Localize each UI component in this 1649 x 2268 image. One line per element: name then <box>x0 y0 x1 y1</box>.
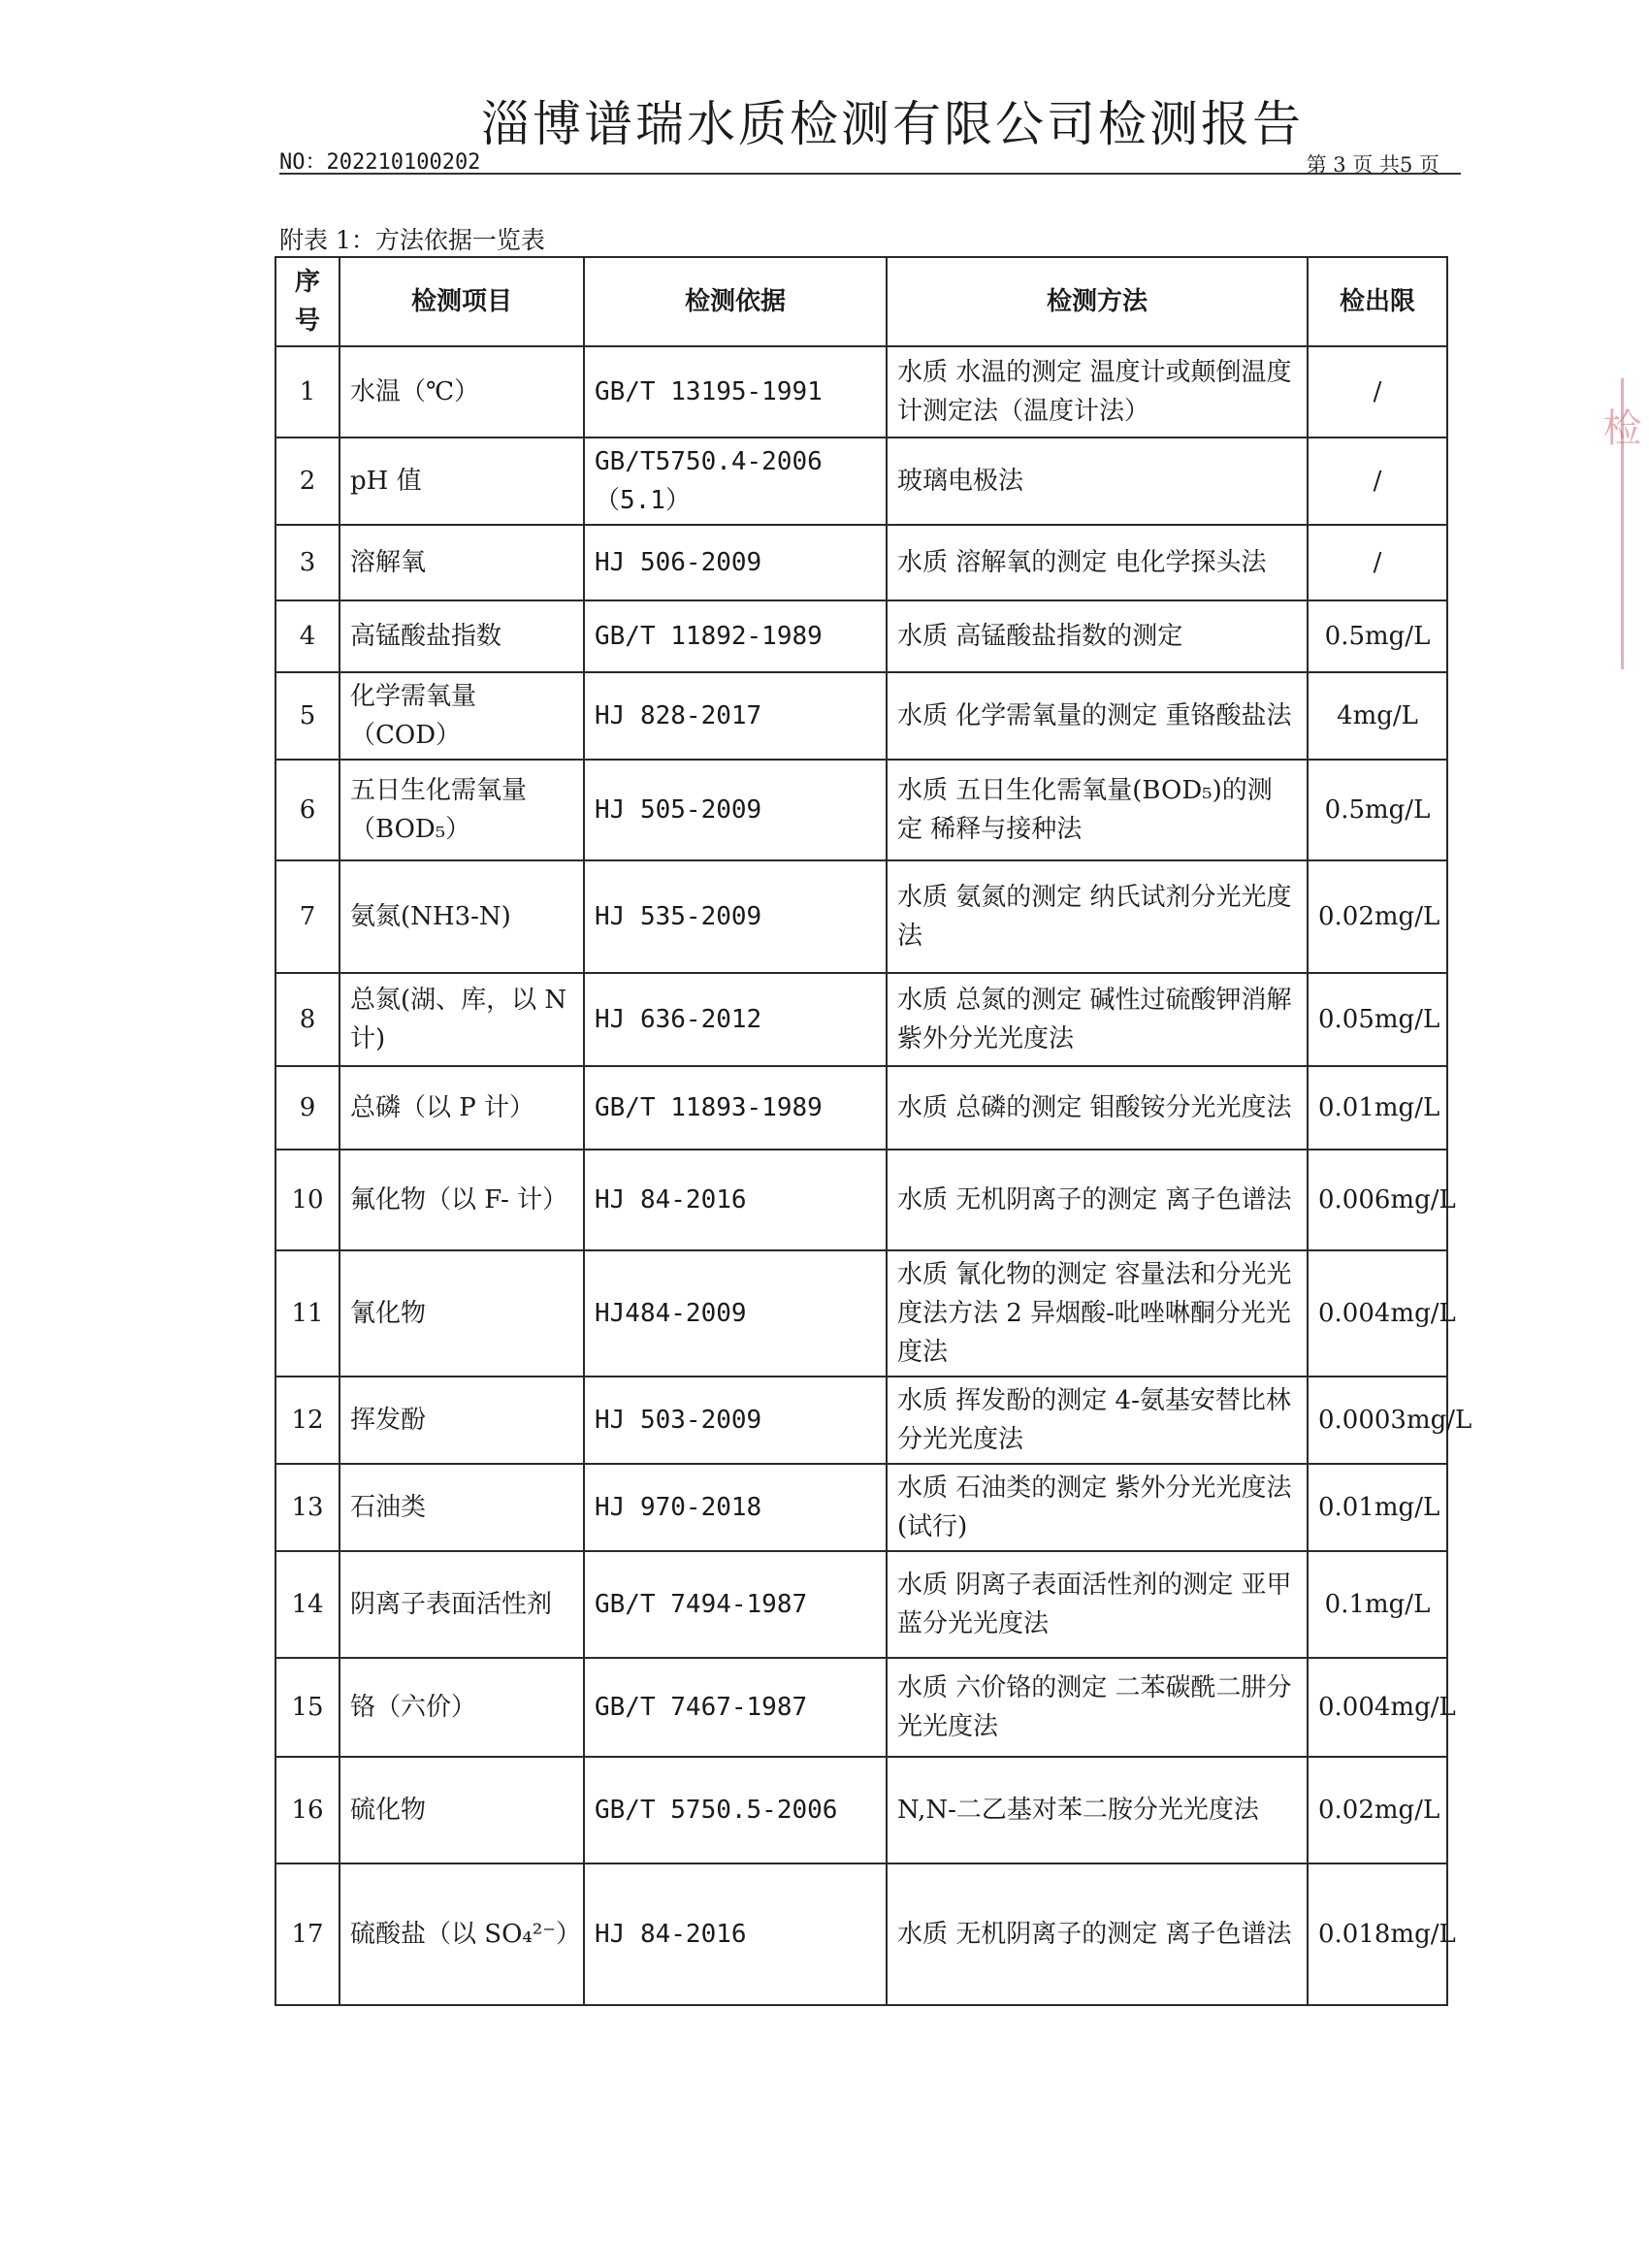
table-row <box>275 1863 1447 2005</box>
row-limit: 0.018mg/L <box>1308 1863 1447 2005</box>
row-no: 10 <box>275 1150 340 1250</box>
row-method: 水质 阴离子表面活性剂的测定 亚甲蓝分光光度法 <box>887 1551 1308 1658</box>
row-method: 水质 氨氮的测定 纳氏试剂分光光度法 <box>887 860 1308 973</box>
header-standard: 检测依据 <box>584 257 887 346</box>
row-no: 1 <box>275 346 340 437</box>
row-method: N,N-二乙基对苯二胺分光光度法 <box>887 1757 1308 1863</box>
row-limit: 0.01mg/L <box>1308 1066 1447 1150</box>
row-method: 水质 氰化物的测定 容量法和分光光度法方法 2 异烟酸-吡唑啉酮分光光度法 <box>887 1250 1308 1377</box>
row-method: 水质 水温的测定 温度计或颠倒温度计测定法（温度计法） <box>887 346 1308 437</box>
page-indicator: 第 3 页 共5 页 <box>1306 153 1439 177</box>
row-item: 氰化物 <box>340 1250 584 1377</box>
row-no: 5 <box>275 672 340 760</box>
table-row <box>275 1551 1447 1658</box>
table-row <box>275 860 1447 973</box>
row-no: 13 <box>275 1464 340 1551</box>
row-no: 8 <box>275 973 340 1066</box>
row-item: 水温（℃） <box>340 346 584 437</box>
methods-table <box>275 256 1472 2006</box>
row-item: 总磷（以 P 计） <box>340 1066 584 1150</box>
row-method: 水质 总磷的测定 钼酸铵分光光度法 <box>887 1066 1308 1150</box>
row-limit: 0.004mg/L <box>1308 1250 1447 1377</box>
row-no: 11 <box>275 1250 340 1377</box>
table-row <box>275 973 1447 1066</box>
header-limit: 检出限 <box>1308 257 1447 346</box>
report-number: NO：202210100202 <box>279 150 481 175</box>
row-standard: HJ 84-2016 <box>584 1863 887 2005</box>
table-row <box>275 1150 1447 1250</box>
row-item: 五日生化需氧量（BOD₅） <box>340 760 584 860</box>
row-limit: 0.1mg/L <box>1308 1551 1447 1658</box>
row-no: 14 <box>275 1551 340 1658</box>
row-item: pH 值 <box>340 437 584 525</box>
row-standard: HJ 505-2009 <box>584 760 887 860</box>
row-standard: HJ 970-2018 <box>584 1464 887 1551</box>
row-item: 硫酸盐（以 SO₄²⁻） <box>340 1863 584 2005</box>
table-row <box>275 437 1447 525</box>
row-limit: 0.02mg/L <box>1308 860 1447 973</box>
row-no: 12 <box>275 1377 340 1464</box>
stamp-fragment: 检 <box>1597 407 1641 446</box>
row-standard: GB/T 7494-1987 <box>584 1551 887 1658</box>
row-limit: 0.006mg/L <box>1308 1150 1447 1250</box>
row-limit: 0.05mg/L <box>1308 973 1447 1066</box>
row-method: 水质 挥发酚的测定 4-氨基安替比林分光光度法 <box>887 1377 1308 1464</box>
row-item: 石油类 <box>340 1464 584 1551</box>
row-method: 水质 总氮的测定 碱性过硫酸钾消解紫外分光光度法 <box>887 973 1308 1066</box>
row-item: 氨氮(NH3-N) <box>340 860 584 973</box>
row-method: 水质 高锰酸盐指数的测定 <box>887 600 1308 672</box>
row-standard: GB/T5750.4-2006 （5.1） <box>584 437 887 525</box>
row-no: 16 <box>275 1757 340 1863</box>
table-row <box>275 1757 1447 1863</box>
row-no: 4 <box>275 600 340 672</box>
table-row <box>275 760 1447 860</box>
row-standard: GB/T 13195-1991 <box>584 346 887 437</box>
header-no: 序号 <box>275 257 340 346</box>
row-limit: 0.5mg/L <box>1308 600 1447 672</box>
row-limit: 0.004mg/L <box>1308 1658 1447 1757</box>
row-item: 总氮(湖、库，以 N 计) <box>340 973 584 1066</box>
table-row <box>275 600 1447 672</box>
row-limit: 4mg/L <box>1308 672 1447 760</box>
row-method: 水质 无机阴离子的测定 离子色谱法 <box>887 1863 1308 2005</box>
row-no: 2 <box>275 437 340 525</box>
row-standard: HJ484-2009 <box>584 1250 887 1377</box>
row-standard: HJ 636-2012 <box>584 973 887 1066</box>
row-method: 水质 五日生化需氧量(BOD₅)的测定 稀释与接种法 <box>887 760 1308 860</box>
row-item: 高锰酸盐指数 <box>340 600 584 672</box>
row-limit: 0.01mg/L <box>1308 1464 1447 1551</box>
row-standard: GB/T 11893-1989 <box>584 1066 887 1150</box>
row-no: 6 <box>275 760 340 860</box>
table-row <box>275 525 1447 600</box>
row-standard: HJ 84-2016 <box>584 1150 887 1250</box>
row-item: 氟化物（以 F- 计） <box>340 1150 584 1250</box>
table-body <box>275 346 1472 2005</box>
row-standard: GB/T 11892-1989 <box>584 600 887 672</box>
row-no: 15 <box>275 1658 340 1757</box>
row-item: 硫化物 <box>340 1757 584 1863</box>
row-limit: / <box>1308 437 1447 525</box>
row-method: 水质 无机阴离子的测定 离子色谱法 <box>887 1150 1308 1250</box>
appendix-title: 附表 1：方法依据一览表 <box>279 226 545 254</box>
table-row <box>275 1658 1447 1757</box>
table-row <box>275 1377 1447 1464</box>
row-no: 7 <box>275 860 340 973</box>
row-item: 阴离子表面活性剂 <box>340 1551 584 1658</box>
table-row <box>275 1066 1447 1150</box>
row-method: 玻璃电极法 <box>887 437 1308 525</box>
row-method: 水质 溶解氧的测定 电化学探头法 <box>887 525 1308 600</box>
row-limit: 0.02mg/L <box>1308 1757 1447 1863</box>
row-item: 溶解氧 <box>340 525 584 600</box>
row-method: 水质 六价铬的测定 二苯碳酰二肼分光光度法 <box>887 1658 1308 1757</box>
header-method: 检测方法 <box>887 257 1308 346</box>
row-standard: GB/T 7467-1987 <box>584 1658 887 1757</box>
table-row <box>275 1464 1447 1551</box>
table-row <box>275 672 1447 760</box>
row-limit: / <box>1308 525 1447 600</box>
row-no: 3 <box>275 525 340 600</box>
table-row <box>275 346 1447 437</box>
row-standard: GB/T 5750.5-2006 <box>584 1757 887 1863</box>
row-no: 17 <box>275 1863 340 2005</box>
row-item: 铬（六价） <box>340 1658 584 1757</box>
row-limit: 0.0003mg/L <box>1308 1377 1447 1464</box>
table-row <box>275 1250 1447 1377</box>
report-title: 淄博谱瑞水质检测有限公司检测报告 <box>481 96 1304 152</box>
row-standard: HJ 506-2009 <box>584 525 887 600</box>
row-standard: HJ 503-2009 <box>584 1377 887 1464</box>
row-standard: HJ 535-2009 <box>584 860 887 973</box>
row-method: 水质 化学需氧量的测定 重铬酸盐法 <box>887 672 1308 760</box>
row-standard: HJ 828-2017 <box>584 672 887 760</box>
row-item: 挥发酚 <box>340 1377 584 1464</box>
row-method: 水质 石油类的测定 紫外分光光度法(试行) <box>887 1464 1308 1551</box>
table-header-row <box>275 257 1447 346</box>
row-item: 化学需氧量（COD） <box>340 672 584 760</box>
row-no: 9 <box>275 1066 340 1150</box>
header-item: 检测项目 <box>340 257 584 346</box>
row-limit: 0.5mg/L <box>1308 760 1447 860</box>
row-limit: / <box>1308 346 1447 437</box>
header-divider <box>279 173 1461 175</box>
